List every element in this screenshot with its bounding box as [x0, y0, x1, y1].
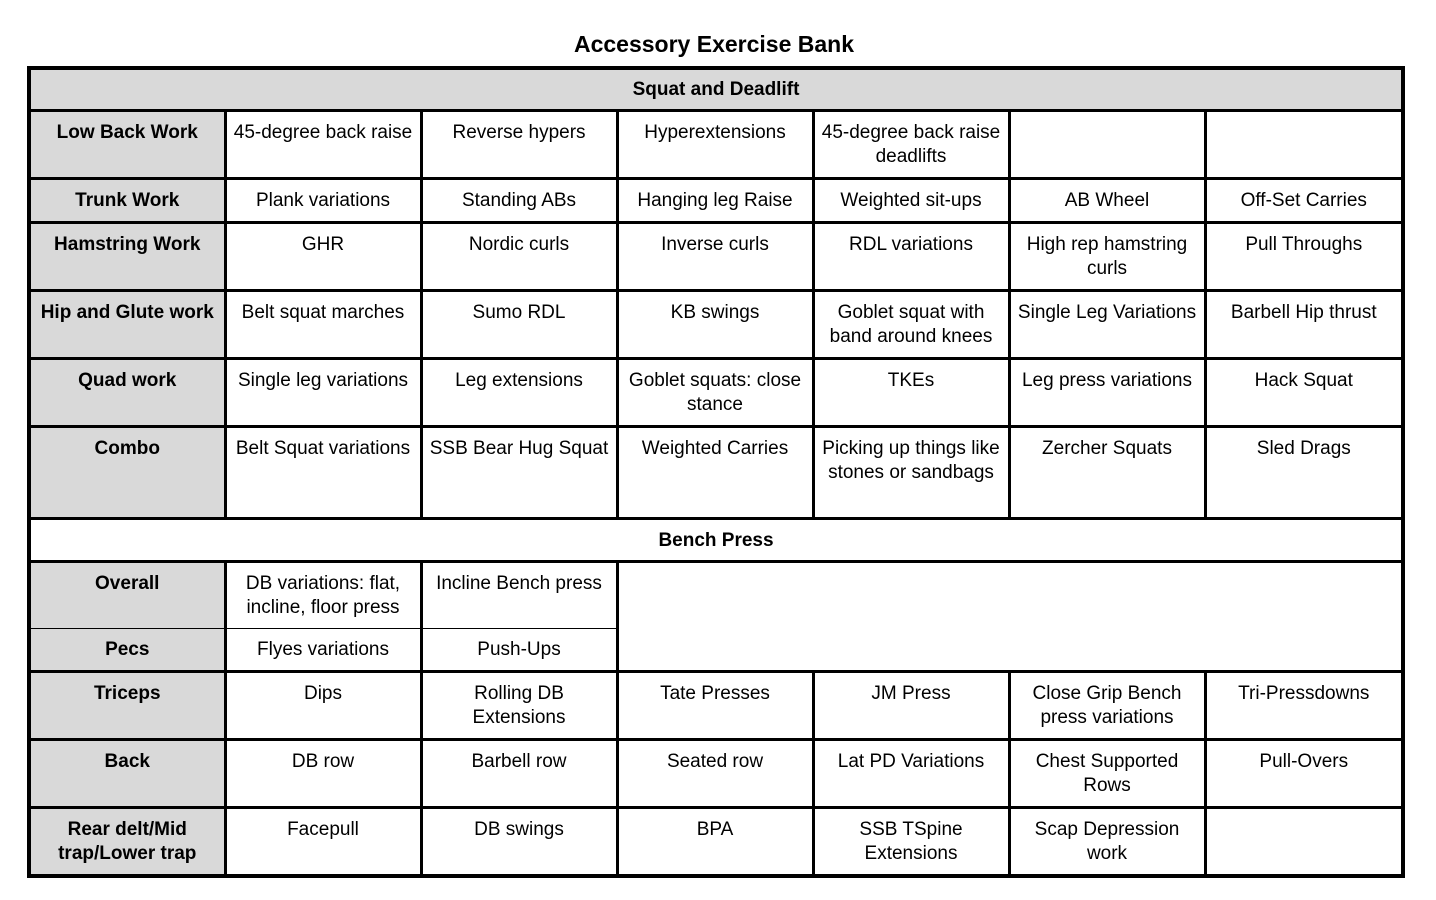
table-cell: Belt squat marches — [225, 291, 421, 359]
row-label: Trunk Work — [29, 179, 225, 223]
table-cell: Zercher Squats — [1009, 427, 1205, 519]
section-heading-bench-press: Bench Press — [29, 519, 1403, 562]
table-row — [29, 291, 1403, 359]
table-cell: Incline Bench press — [421, 562, 617, 629]
table-cell: Inverse curls — [617, 223, 813, 291]
table-row — [29, 672, 1403, 740]
row-label: Back — [29, 740, 225, 808]
table-cell: Reverse hypers — [421, 111, 617, 179]
table-cell: Picking up things like stones or sandbags — [813, 427, 1009, 519]
table-cell: Pull Throughs — [1205, 223, 1403, 291]
table-cell: Dips — [225, 672, 421, 740]
table-cell: TKEs — [813, 359, 1009, 427]
table-cell: Tri-Pressdowns — [1205, 672, 1403, 740]
table-cell: Push-Ups — [421, 629, 617, 672]
table-row — [29, 740, 1403, 808]
table-cell: Weighted sit-ups — [813, 179, 1009, 223]
table-cell: Seated row — [617, 740, 813, 808]
exercise-table — [27, 66, 1405, 878]
table-row — [29, 427, 1403, 519]
table-cell: DB variations: flat, incline, floor press — [225, 562, 421, 629]
table-cell: Leg extensions — [421, 359, 617, 427]
table-cell: Single leg variations — [225, 359, 421, 427]
table-cell: KB swings — [617, 291, 813, 359]
table-cell: Plank variations — [225, 179, 421, 223]
table-cell: BPA — [617, 808, 813, 877]
table-cell: Barbell row — [421, 740, 617, 808]
empty-merged-cell — [617, 562, 1403, 672]
table-cell: Chest Supported Rows — [1009, 740, 1205, 808]
table-cell: Off-Set Carries — [1205, 179, 1403, 223]
table-cell: Lat PD Variations — [813, 740, 1009, 808]
table-cell: SSB Bear Hug Squat — [421, 427, 617, 519]
table-cell: Leg press variations — [1009, 359, 1205, 427]
table-cell: Tate Presses — [617, 672, 813, 740]
table-cell: Hanging leg Raise — [617, 179, 813, 223]
table-cell: AB Wheel — [1009, 179, 1205, 223]
row-label: Rear delt/Mid trap/Lower trap — [29, 808, 225, 877]
table-cell: Goblet squat with band around knees — [813, 291, 1009, 359]
table-cell: Standing ABs — [421, 179, 617, 223]
table-cell: DB row — [225, 740, 421, 808]
table-cell: Sumo RDL — [421, 291, 617, 359]
table-row — [29, 359, 1403, 427]
table-cell: Barbell Hip thrust — [1205, 291, 1403, 359]
table-cell: JM Press — [813, 672, 1009, 740]
table-cell: RDL variations — [813, 223, 1009, 291]
table-cell: DB swings — [421, 808, 617, 877]
table-cell: High rep hamstring curls — [1009, 223, 1205, 291]
row-label: Hip and Glute work — [29, 291, 225, 359]
document-title: Accessory Exercise Bank — [573, 31, 855, 57]
table-cell: Weighted Carries — [617, 427, 813, 519]
table-cell: SSB TSpine Extensions — [813, 808, 1009, 877]
row-label: Hamstring Work — [29, 223, 225, 291]
table-cell: Hyperextensions — [617, 111, 813, 179]
table-row — [29, 562, 1403, 629]
table-cell: Single Leg Variations — [1009, 291, 1205, 359]
table-cell: GHR — [225, 223, 421, 291]
table-cell: Flyes variations — [225, 629, 421, 672]
table-cell: Belt Squat variations — [225, 427, 421, 519]
table-cell — [1205, 808, 1403, 877]
table-cell: Nordic curls — [421, 223, 617, 291]
table-cell: Scap Depression work — [1009, 808, 1205, 877]
table-cell: 45-degree back raise — [225, 111, 421, 179]
table-cell: Hack Squat — [1205, 359, 1403, 427]
table-cell — [1205, 111, 1403, 179]
row-label: Quad work — [29, 359, 225, 427]
row-label: Overall — [29, 562, 225, 629]
row-label: Combo — [29, 427, 225, 519]
table-cell: Goblet squats: close stance — [617, 359, 813, 427]
table-cell: Rolling DB Extensions — [421, 672, 617, 740]
table-cell: Pull-Overs — [1205, 740, 1403, 808]
row-label: Low Back Work — [29, 111, 225, 179]
table-row — [29, 179, 1403, 223]
table-cell: Facepull — [225, 808, 421, 877]
table-row — [29, 111, 1403, 179]
table-row — [29, 223, 1403, 291]
row-label: Triceps — [29, 672, 225, 740]
table-cell — [1009, 111, 1205, 179]
table-cell: Close Grip Bench press variations — [1009, 672, 1205, 740]
section-heading-squat-deadlift: Squat and Deadlift — [29, 68, 1403, 111]
table-cell: Sled Drags — [1205, 427, 1403, 519]
table-cell: 45-degree back raise deadlifts — [813, 111, 1009, 179]
row-label: Pecs — [29, 629, 225, 672]
table-row — [29, 808, 1403, 877]
